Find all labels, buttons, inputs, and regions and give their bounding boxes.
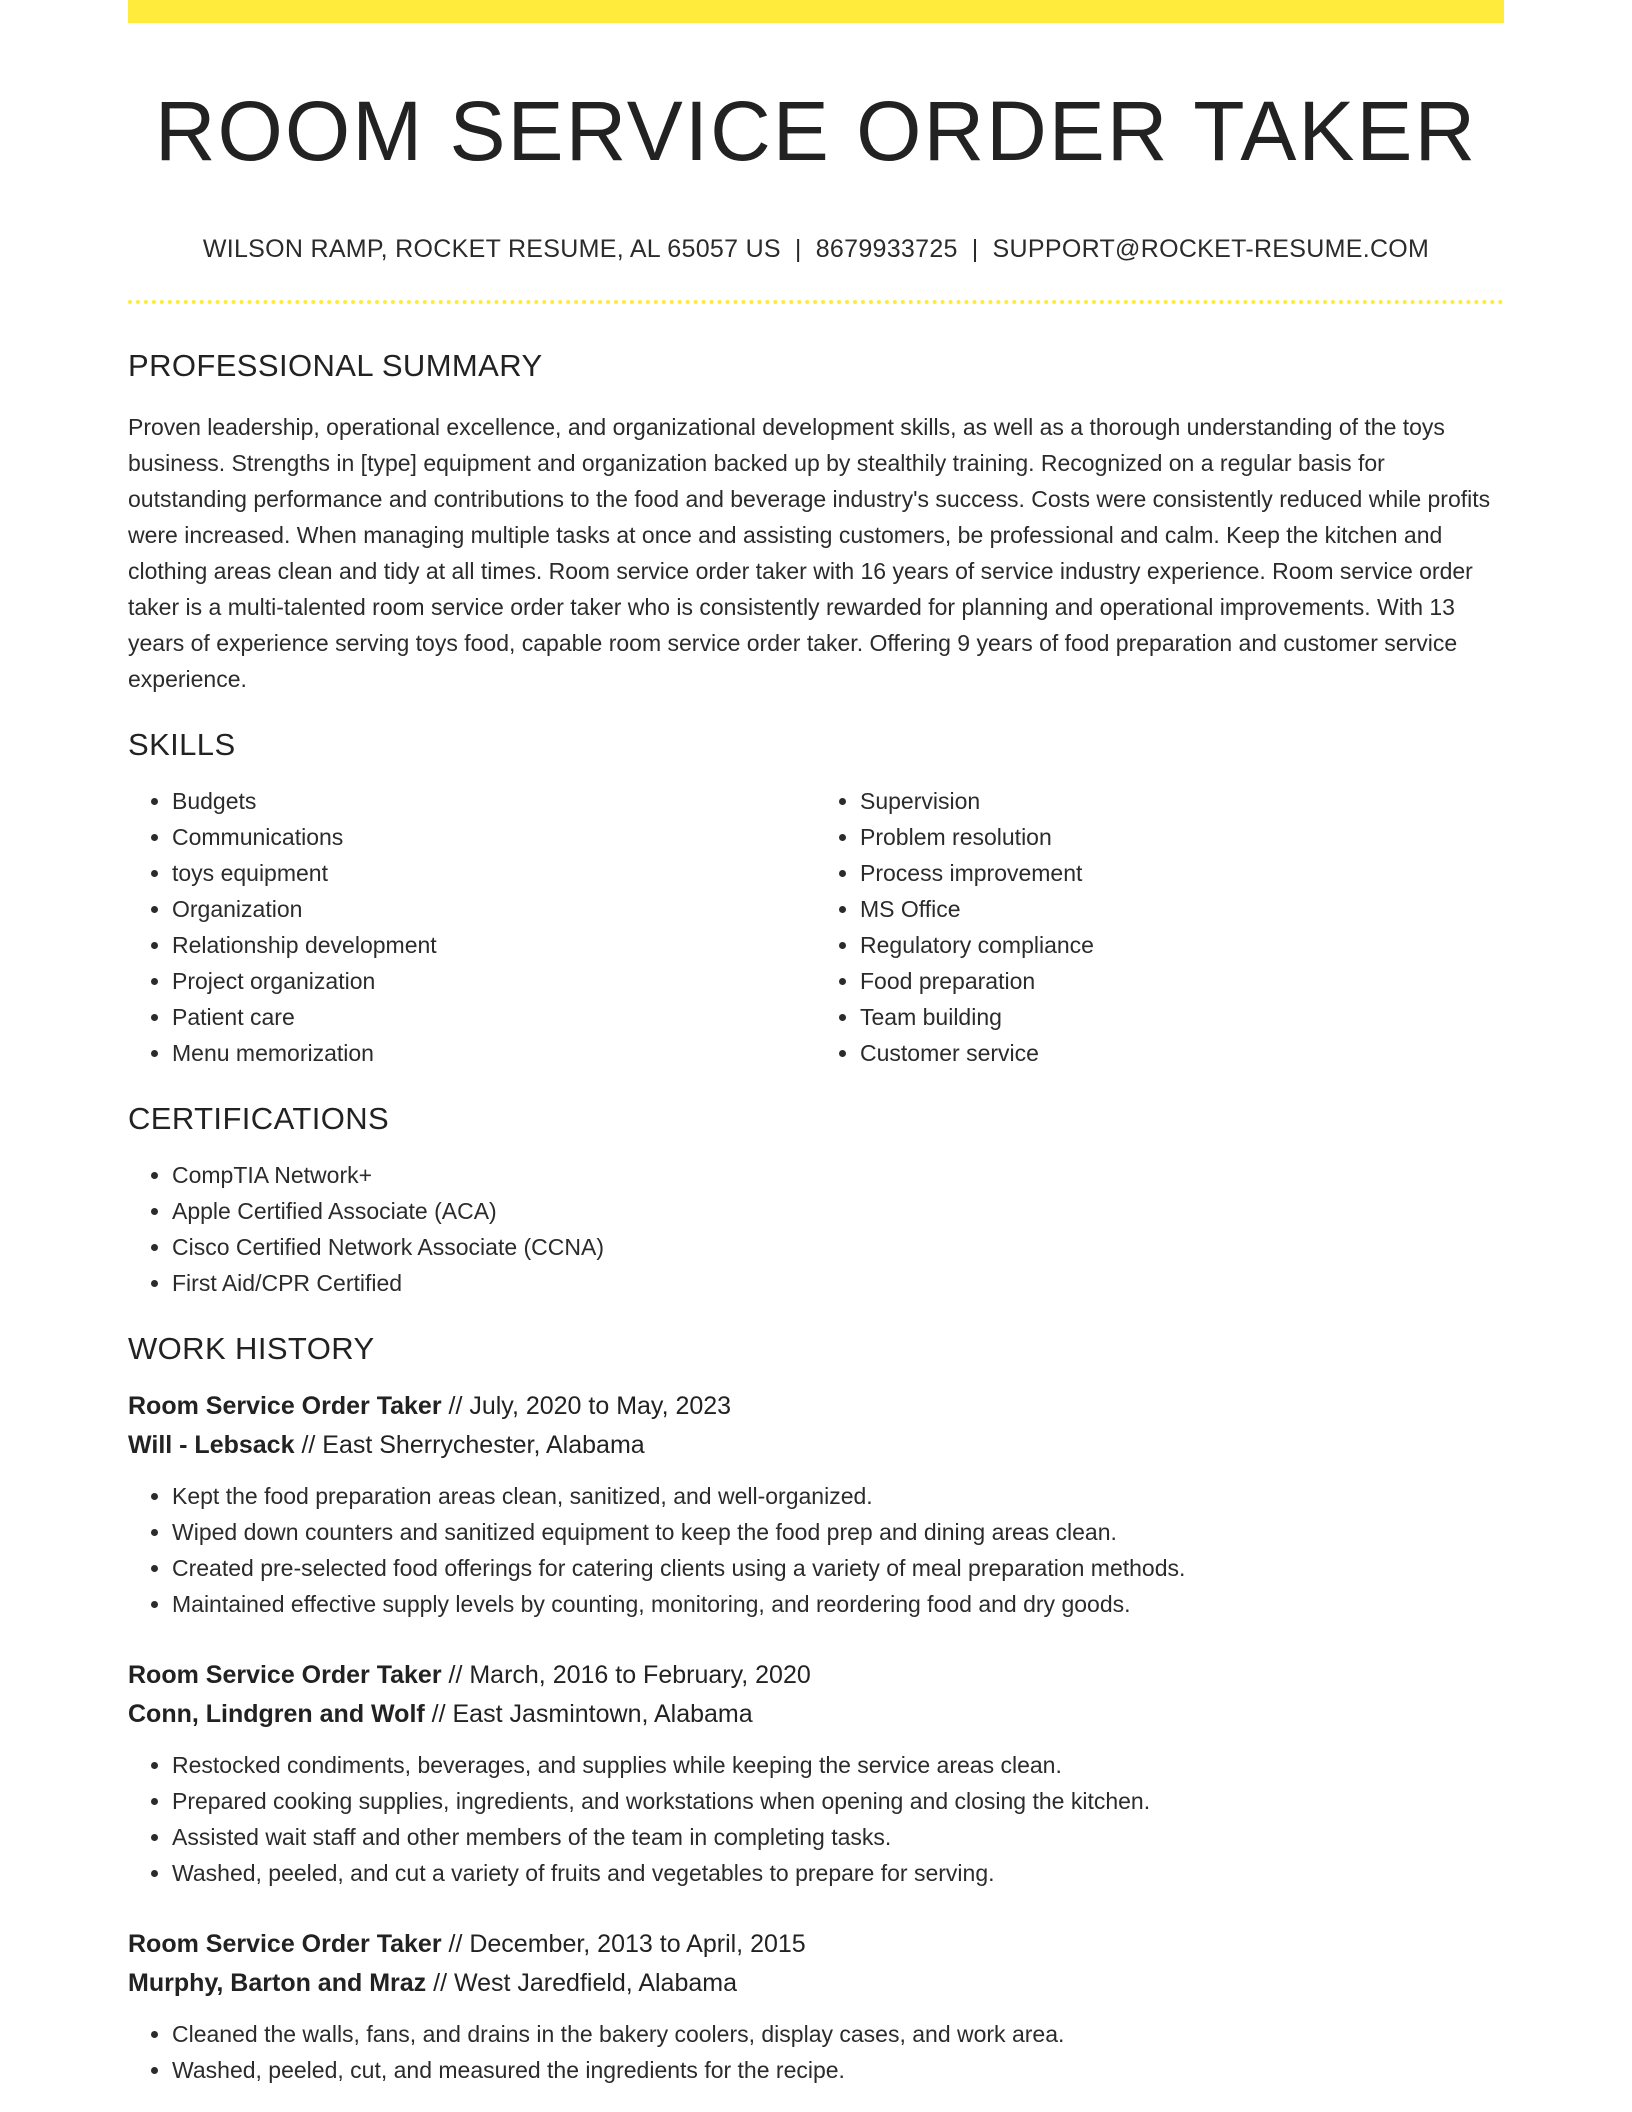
resume-title: ROOM SERVICE ORDER TAKER (154, 84, 1478, 178)
contact-email: SUPPORT@ROCKET-RESUME.COM (992, 235, 1430, 264)
job-duty: • Kept the food preparation areas clean, sanitized, and well-organized. (172, 1478, 1504, 1514)
skill-item: • Organization (172, 891, 816, 927)
certifications-heading: CERTIFICATIONS (128, 1101, 390, 1137)
job-role-line (128, 1387, 1504, 1426)
job-location: // East Jasmintown, Alabama (431, 1700, 753, 1729)
summary-text: Proven leadership, operational excellence, and organizational development skills, as well as a thorough understanding of the toys business. Strengths in [type] equipment and organization backed up by stealthily training. Recognized on a regular basis for outstanding performance and contributions to the food and beverage industry's success. Costs were consistently reduced while profits were increased. When managing multiple tasks at once and assisting customers, be professional and calm. Keep the kitchen and clothing areas clean and tidy at all times. Room service order taker with 16 years of service industry experience. Room service order taker is a multi-talented room service order taker who is consistently rewarded for planning and operational improvements. With 13 years of experience serving toys food, capable room service order taker. Offering 9 years of food preparation and customer service experience. (128, 414, 1491, 693)
skill-item: • Project organization (172, 963, 816, 999)
skill-item: • Team building (860, 999, 1504, 1035)
job-dates: // December, 2013 to April, 2015 (448, 1930, 806, 1959)
resume-page (128, 0, 1504, 2088)
job-role: Room Service Order Taker (128, 1661, 442, 1690)
certifications-list (128, 1157, 1504, 1301)
certification-item: • CompTIA Network+ (172, 1157, 1504, 1193)
skill-item: • Food preparation (860, 963, 1504, 999)
job-duty: • Wiped down counters and sanitized equipment to keep the food prep and dining areas clean. (172, 1514, 1504, 1550)
skills-left-list (128, 783, 816, 1071)
accent-bar (128, 0, 1504, 23)
job-duty: • Prepared cooking supplies, ingredients, and workstations when opening and closing the kitchen. (172, 1783, 1504, 1819)
job-company-line (128, 1695, 1504, 1734)
skill-item: • Budgets (172, 783, 816, 819)
certification-item: • Cisco Certified Network Associate (CCNA) (172, 1229, 1504, 1265)
job-entry (128, 1387, 1504, 1622)
skills-columns (128, 783, 1504, 1071)
job-duty: • Created pre-selected food offerings for catering clients using a variety of meal preparation methods. (172, 1550, 1504, 1586)
job-duties-list (128, 2016, 1504, 2088)
skill-item: • Patient care (172, 999, 816, 1035)
certification-item: • Apple Certified Associate (ACA) (172, 1193, 1504, 1229)
job-company: Will - Lebsack (128, 1431, 295, 1460)
job-location: // West Jaredfield, Alabama (433, 1969, 737, 1998)
dotted-divider (128, 300, 1504, 304)
job-duty: • Maintained effective supply levels by counting, monitoring, and reordering food and dry goods. (172, 1586, 1504, 1622)
skill-item: • Menu memorization (172, 1035, 816, 1071)
skill-item: • toys equipment (172, 855, 816, 891)
skill-item: • Customer service (860, 1035, 1504, 1071)
skill-item: • Communications (172, 819, 816, 855)
job-duty: • Washed, peeled, and cut a variety of fruits and vegetables to prepare for serving. (172, 1855, 1504, 1891)
skill-item: • MS Office (860, 891, 1504, 927)
contact-phone: 8679933725 (815, 235, 958, 264)
work-history-heading: WORK HISTORY (128, 1331, 375, 1367)
job-company-line (128, 1964, 1504, 2003)
summary-heading: PROFESSIONAL SUMMARY (128, 348, 543, 384)
contact-line (128, 235, 1504, 264)
job-dates: // July, 2020 to May, 2023 (448, 1392, 732, 1421)
job-dates: // March, 2016 to February, 2020 (448, 1661, 811, 1690)
job-entry (128, 1925, 1504, 2088)
job-duties-list (128, 1747, 1504, 1891)
job-duty: • Assisted wait staff and other members of the team in completing tasks. (172, 1819, 1504, 1855)
job-role: Room Service Order Taker (128, 1392, 442, 1421)
contact-separator: | (971, 235, 979, 264)
skill-item: • Regulatory compliance (860, 927, 1504, 963)
skill-item: • Problem resolution (860, 819, 1504, 855)
job-role-line (128, 1925, 1504, 1964)
job-role-line (128, 1656, 1504, 1695)
job-duty: • Cleaned the walls, fans, and drains in the bakery coolers, display cases, and work area. (172, 2016, 1504, 2052)
skill-item: • Relationship development (172, 927, 816, 963)
skill-item: • Supervision (860, 783, 1504, 819)
job-company: Murphy, Barton and Mraz (128, 1969, 427, 1998)
skills-heading: SKILLS (128, 727, 236, 763)
contact-separator: | (794, 235, 802, 264)
job-company-line (128, 1426, 1504, 1465)
contact-address: WILSON RAMP, ROCKET RESUME, AL 65057 US (202, 235, 781, 264)
job-location: // East Sherrychester, Alabama (301, 1431, 645, 1460)
skills-right-list (816, 783, 1504, 1071)
job-duties-list (128, 1478, 1504, 1622)
job-role: Room Service Order Taker (128, 1930, 442, 1959)
job-entry (128, 1656, 1504, 1891)
job-company: Conn, Lindgren and Wolf (128, 1700, 425, 1729)
job-duty: • Washed, peeled, cut, and measured the ingredients for the recipe. (172, 2052, 1504, 2088)
skill-item: • Process improvement (860, 855, 1504, 891)
job-duty: • Restocked condiments, beverages, and supplies while keeping the service areas clean. (172, 1747, 1504, 1783)
certification-item: • First Aid/CPR Certified (172, 1265, 1504, 1301)
